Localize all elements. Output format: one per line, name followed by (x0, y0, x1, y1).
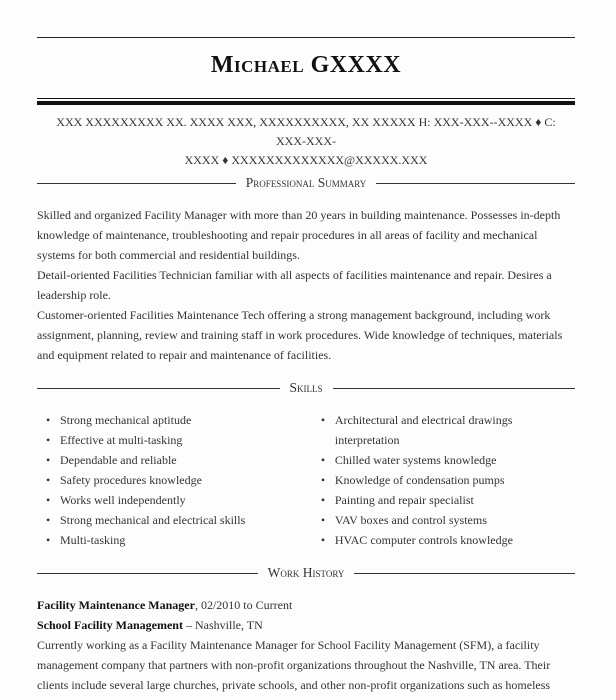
skill-item: • VAV boxes and control systems (312, 510, 575, 530)
skill-item: • Works well independently (37, 490, 302, 510)
skill-item: • HVAC computer controls knowledge (312, 530, 575, 550)
candidate-name: Michael GXXXX (210, 52, 402, 78)
section-header-work-history: Work History (37, 565, 575, 581)
contact-info (47, 113, 565, 170)
skills-column-left (37, 410, 302, 550)
job-location: – Nashville, TN (182, 618, 263, 632)
job-title: Facility Maintenance Manager (37, 598, 195, 612)
work-entry (37, 595, 577, 695)
skill-item: • Effective at multi-tasking (37, 430, 302, 450)
skill-item: • Architectural and electrical drawings interpretation (312, 410, 575, 450)
company-name: School Facility Management (37, 618, 183, 632)
summary-paragraph: Skilled and organized Facility Manager with more than 20 years in building maintenance. Possesses in-depth knowledge of maintenance, troubleshooting and repair procedures in all areas of facility and mechanical systems for both commercial and residential buildings. (37, 208, 561, 262)
job-dates: , 02/2010 to Current (194, 598, 293, 612)
skill-item: • Knowledge of condensation pumps (312, 470, 575, 490)
skill-item: • Dependable and reliable (37, 450, 302, 470)
skill-item: • Safety procedures knowledge (37, 470, 302, 490)
job-description: Currently working as a Facility Maintenance Manager for School Facility Management (SFM), a facility management company that partners with non-profit organizations throughout the Nashville, TN area. Their clients include several large churches, private schools, and other non-profit organizations such as homeless (37, 638, 551, 692)
contact-line: XXX XXXXXXXXX XX. XXXX XXX, XXXXXXXXXX, XX XXXXX H: XXX-XXX--XXXX ♦ C: XXX-XXX- (56, 115, 556, 148)
skill-item: • Painting and repair specialist (312, 490, 575, 510)
summary-text (37, 205, 577, 365)
section-header-skills: Skills (37, 380, 575, 396)
section-header-summary: Professional Summary (37, 175, 575, 191)
double-divider (37, 98, 575, 105)
skills-list (37, 410, 575, 550)
summary-paragraph: Detail-oriented Facilities Technician familiar with all aspects of facilities maintenance and repair. Desires a leadership role. (37, 268, 552, 302)
skill-item: • Multi-tasking (37, 530, 302, 550)
skill-item: • Strong mechanical aptitude (37, 410, 302, 430)
contact-line: XXXX ♦ XXXXXXXXXXXXX@XXXXX.XXX (184, 153, 428, 167)
summary-paragraph: Customer-oriented Facilities Maintenance Tech offering a strong management background, including work assignment, planning, review and training staff in work procedures. Wide knowledge of techniques, materials and equipment related to repair and maintenance of facilities. (37, 308, 563, 362)
skill-item: • Chilled water systems knowledge (312, 450, 575, 470)
divider (37, 37, 575, 38)
skill-item: • Strong mechanical and electrical skills (37, 510, 302, 530)
skills-column-right (312, 410, 575, 550)
